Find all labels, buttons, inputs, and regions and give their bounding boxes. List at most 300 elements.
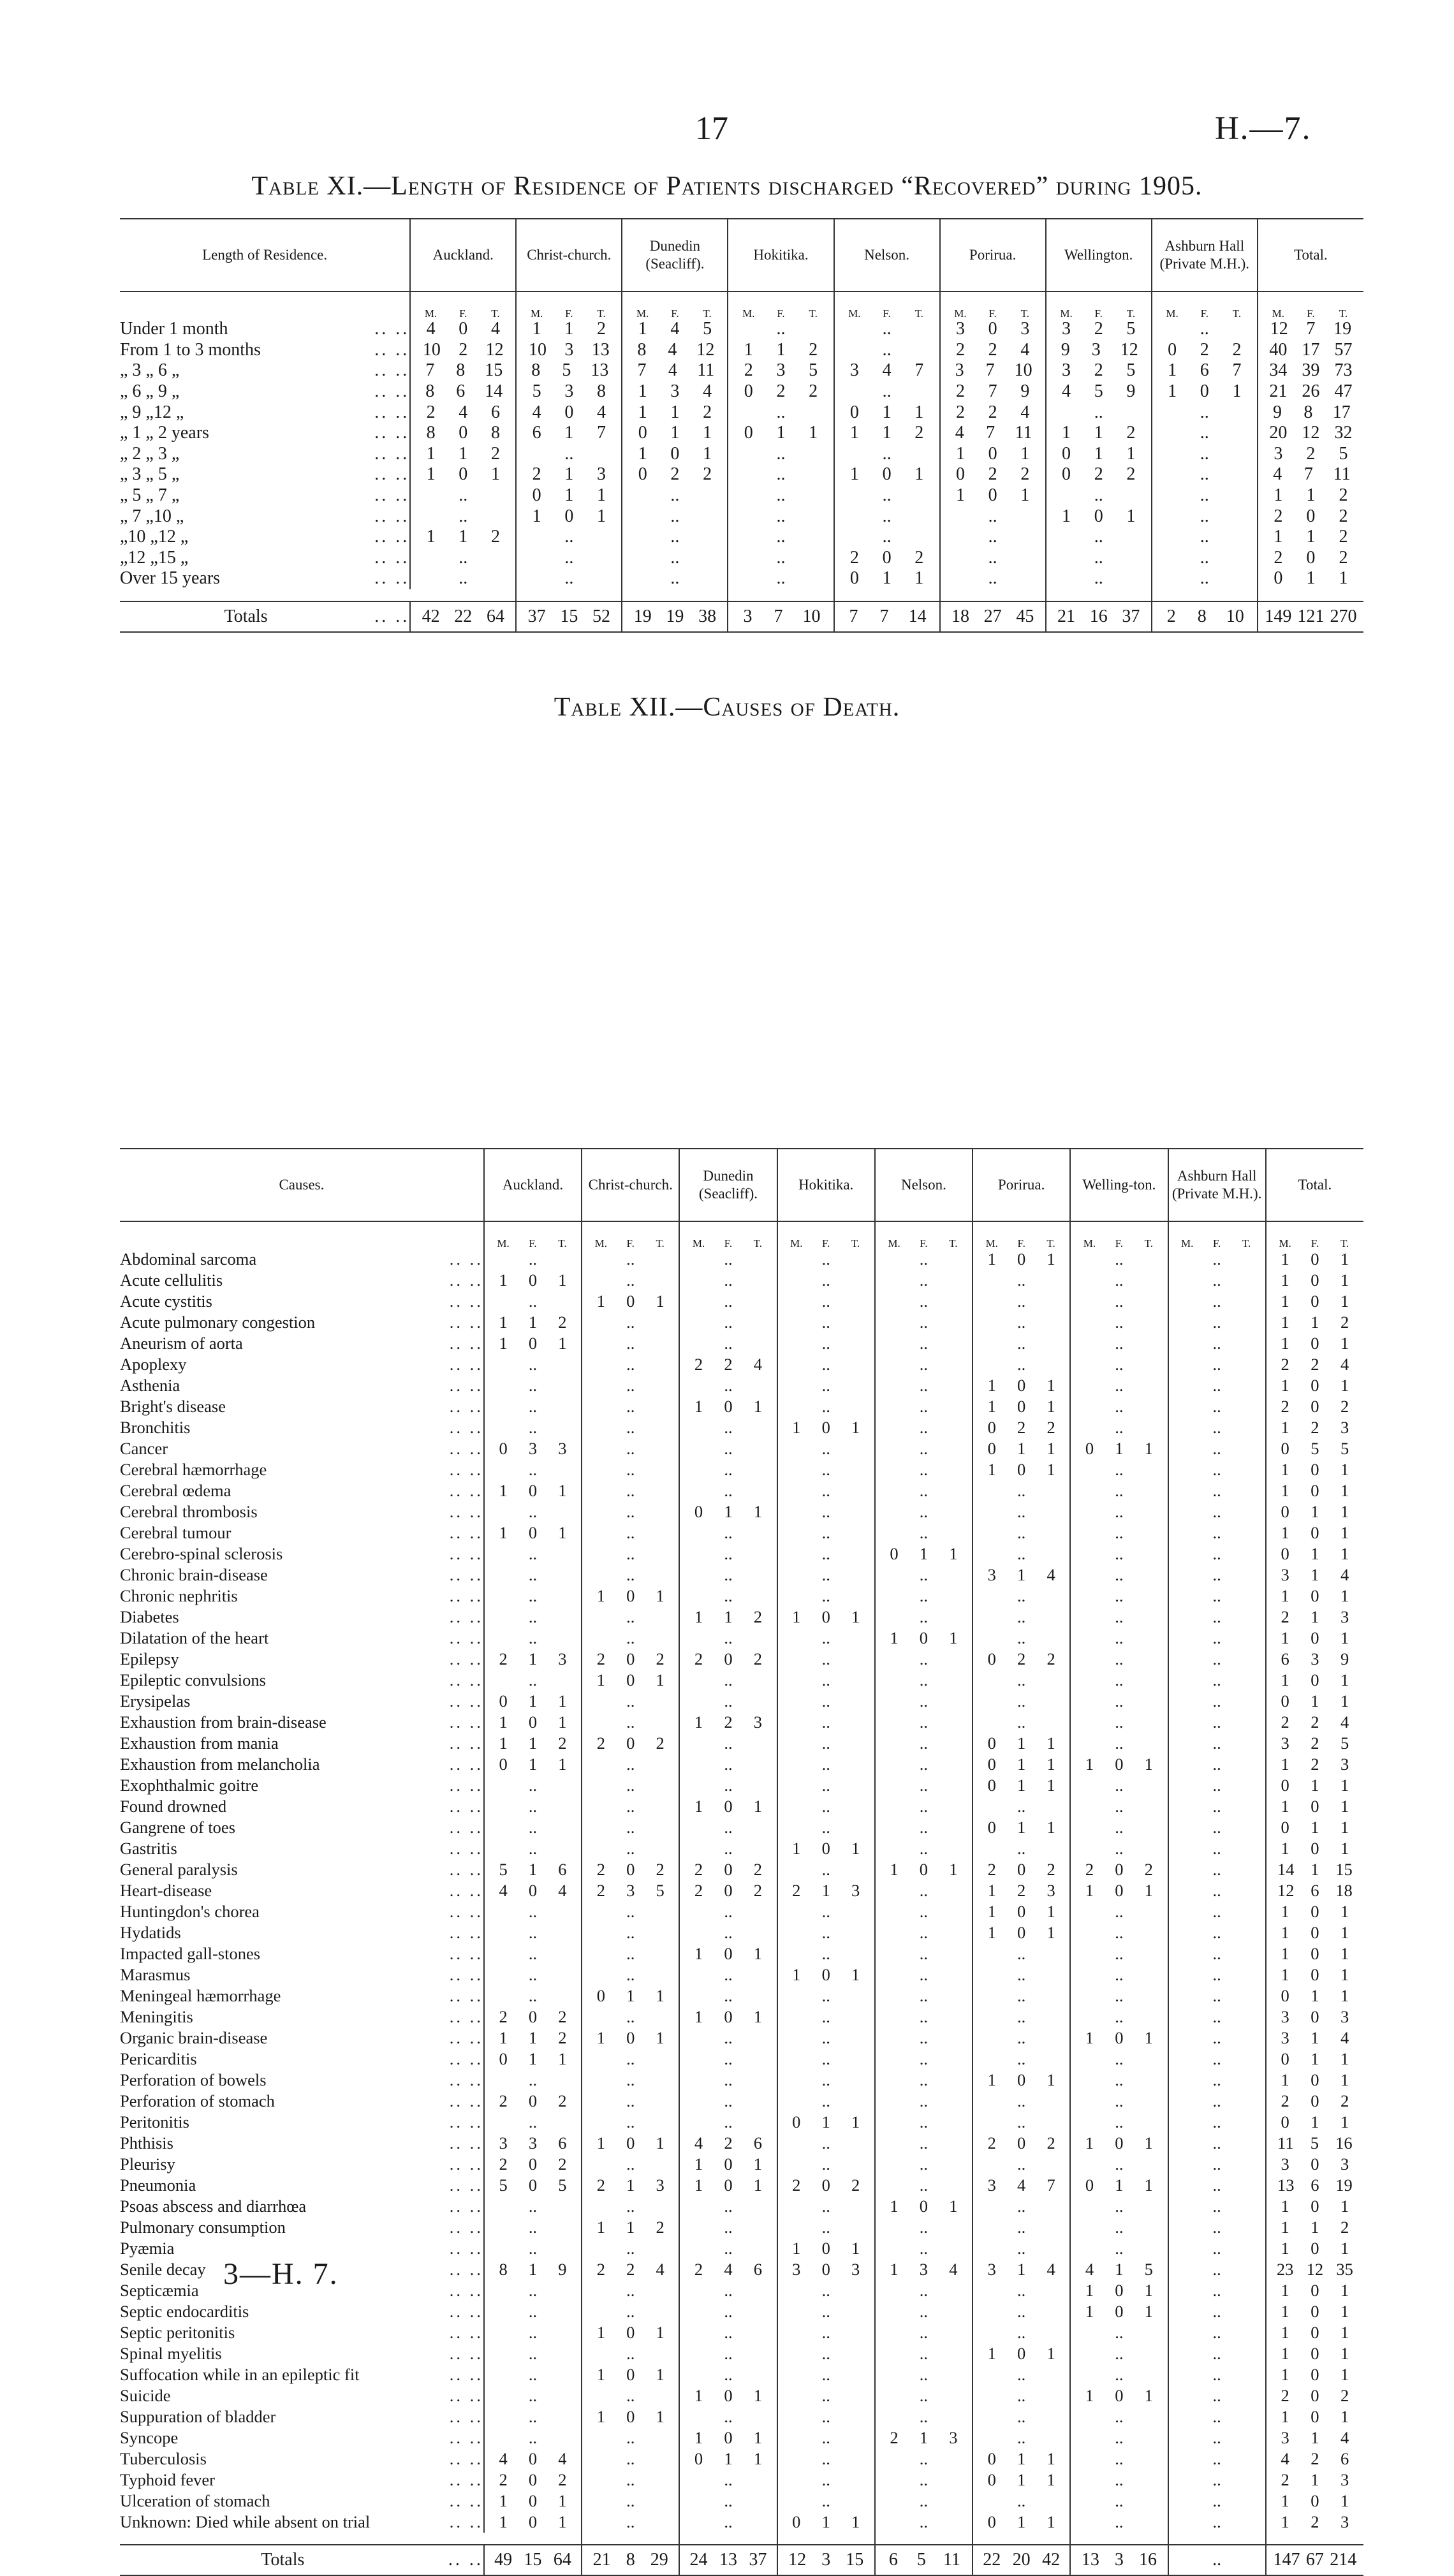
mft-values	[835, 608, 939, 626]
mft-values	[1169, 1587, 1265, 1605]
mft-values	[680, 2303, 776, 2320]
table-row	[120, 1333, 1363, 1354]
cell-value	[1142, 2450, 1155, 2468]
data-cell	[1070, 1670, 1168, 1691]
cell-value	[654, 2492, 666, 2510]
cell-value: ..	[1115, 1417, 1124, 1437]
cell-value: 0	[1281, 1985, 1289, 2005]
cell-value	[556, 1419, 569, 1436]
row-label: Cerebral thrombosis	[120, 1501, 258, 1521]
mft-values	[680, 2219, 776, 2236]
cell-value	[1240, 2029, 1253, 2047]
data-cell	[1258, 568, 1363, 589]
cell-value	[742, 487, 755, 504]
cell-value: 1	[1168, 381, 1177, 402]
cell-value	[1240, 1840, 1253, 1857]
mft-values	[485, 1693, 581, 1710]
data-cell	[875, 2238, 973, 2259]
cell-value	[556, 1987, 569, 2005]
cell-value	[1142, 2072, 1155, 2089]
cell-value: ..	[724, 2343, 733, 2363]
data-cell	[973, 2364, 1070, 2385]
data-cell	[582, 1249, 679, 1270]
data-cell	[728, 485, 833, 506]
cell-value: 2	[499, 1649, 508, 1668]
mft-values	[680, 1672, 776, 1689]
leader-dots: .. ..	[446, 1922, 484, 1943]
cell-value: 1	[1311, 2049, 1319, 2068]
data-cell	[1152, 506, 1258, 527]
data-cell	[973, 2545, 1070, 2575]
mft-values	[876, 1293, 972, 1310]
mft-values	[973, 1566, 1069, 1584]
cell-value	[636, 549, 649, 567]
cell-value: 4	[955, 423, 964, 443]
mft-values	[1267, 2114, 1363, 2131]
cell-value: 0	[564, 506, 574, 526]
mft-values	[1267, 1566, 1363, 1584]
mft-values	[1071, 1314, 1167, 1331]
cell-value: 1	[1340, 1333, 1349, 1353]
cell-value: 1	[1281, 2364, 1289, 2384]
cell-value	[497, 1587, 510, 1605]
cell-value: ..	[821, 2091, 830, 2110]
mft-values	[1071, 1524, 1167, 1542]
data-cell	[1266, 1775, 1363, 1796]
mft-values	[582, 1798, 679, 1815]
row-label: Hydatids	[120, 1922, 181, 1942]
mft-values	[876, 2282, 972, 2299]
mft-values	[1258, 570, 1363, 587]
mft-values	[1071, 2240, 1167, 2257]
cell-value	[636, 487, 649, 504]
data-cell	[582, 1859, 679, 1880]
cell-value	[1240, 1756, 1253, 1773]
data-cell	[1152, 485, 1258, 506]
mft-label: T.	[558, 1237, 567, 1249]
data-cell	[1152, 381, 1258, 402]
data-cell	[582, 2175, 679, 2196]
mft-values	[485, 2429, 581, 2447]
data-cell	[1070, 1964, 1168, 1985]
data-cell	[679, 1607, 777, 1628]
cell-value: ..	[724, 2196, 733, 2216]
mft-values	[1071, 2408, 1167, 2425]
cell-value: ..	[919, 1817, 929, 1837]
cell-value	[654, 2050, 666, 2068]
data-cell	[582, 1438, 679, 1459]
cell-value	[1181, 2366, 1194, 2383]
mft-values	[582, 1987, 679, 2005]
mft-values	[622, 424, 727, 442]
data-cell	[582, 1333, 679, 1354]
data-cell	[1168, 2343, 1266, 2364]
cell-value: 0	[626, 1859, 635, 1879]
cell-value: ..	[626, 1501, 635, 1521]
data-cell	[622, 601, 728, 632]
leader-dots: .. ..	[446, 2385, 484, 2406]
cell-value	[1018, 570, 1031, 587]
cell-value	[849, 1335, 862, 1352]
cell-value	[849, 2408, 862, 2425]
cell-value: 6	[558, 2133, 567, 2153]
row-label: Cerebral hæmorrhage	[120, 1459, 267, 1479]
cell-value	[1181, 2303, 1194, 2320]
data-cell	[622, 381, 728, 402]
mft-values	[1071, 1651, 1167, 1668]
cell-value	[1083, 2366, 1096, 2383]
cell-value	[790, 2345, 803, 2362]
table-row	[120, 2406, 1363, 2427]
cell-value	[742, 570, 755, 587]
data-cell	[777, 1649, 875, 1670]
cell-value	[1045, 2093, 1057, 2110]
cell-value	[1181, 2198, 1194, 2215]
cell-value: ..	[528, 2343, 538, 2363]
cell-value: ..	[528, 2217, 538, 2237]
mft-label: F.	[883, 307, 891, 320]
cell-value: 5	[558, 2175, 567, 2195]
cell-value: ..	[1115, 1480, 1124, 1500]
cell-value	[888, 2324, 900, 2341]
cell-value: ..	[626, 1480, 635, 1500]
cell-value: ..	[626, 2112, 635, 2131]
mft-values	[622, 404, 727, 422]
leader-dots: .. ..	[446, 2238, 484, 2259]
leader-dots: .. ..	[446, 2217, 484, 2238]
cell-value	[1240, 1735, 1253, 1752]
cell-value	[1181, 2324, 1194, 2341]
mft-values	[1267, 1608, 1363, 1626]
cell-value: 3	[949, 2427, 958, 2447]
leader-dots: .. ..	[446, 1754, 484, 1775]
cell-value: 1	[1046, 1922, 1055, 1942]
mft-values	[680, 1693, 776, 1710]
mft-values	[941, 570, 1045, 587]
data-cell	[875, 1375, 973, 1396]
mft-values	[1071, 2303, 1167, 2320]
cell-value: 0	[1017, 2343, 1026, 2363]
data-cell	[1070, 1943, 1168, 1964]
mft-values	[680, 2050, 776, 2068]
data-cell	[875, 2028, 973, 2049]
mft-values	[517, 404, 621, 422]
cell-value: 3	[955, 319, 965, 339]
table-row	[120, 1901, 1363, 1922]
cell-value: 1	[1281, 1796, 1289, 1816]
leader-dots: .. ..	[446, 1628, 484, 1649]
cell-value	[888, 2387, 900, 2404]
cell-value: 0	[821, 2238, 830, 2258]
cell-value: 0	[1017, 2133, 1026, 2153]
mft-values	[680, 2387, 776, 2404]
cell-value: 7	[988, 381, 997, 402]
cell-value	[947, 1293, 960, 1310]
cell-value: 0	[1281, 1775, 1289, 1795]
cell-value	[1181, 1314, 1194, 1331]
cell-value: 1	[1046, 2469, 1055, 2489]
mft-values	[1169, 2177, 1265, 2194]
cell-value: ..	[919, 1733, 929, 1753]
cell-value: ..	[1115, 2070, 1124, 2089]
cell-value	[985, 1630, 998, 1647]
cell-value	[654, 1482, 666, 1499]
cell-value	[985, 2324, 998, 2341]
data-cell	[622, 319, 728, 340]
cell-value: ..	[1212, 1985, 1221, 2005]
spacer-cell	[973, 2533, 1070, 2545]
cell-value: 13	[591, 360, 609, 381]
cell-value: ..	[626, 1712, 635, 1732]
cell-value: 2	[490, 443, 500, 464]
mft-values	[1267, 2093, 1363, 2110]
cell-value: 4	[1340, 1354, 1349, 1374]
data-cell	[679, 1291, 777, 1312]
cell-value: 0	[626, 2364, 635, 2384]
cell-value: 2	[558, 2469, 567, 2489]
column-header: Nelson.	[834, 219, 940, 291]
data-cell	[777, 2175, 875, 2196]
cell-value	[1142, 2513, 1155, 2531]
cell-value: 1	[564, 319, 574, 339]
cell-value	[888, 2114, 900, 2131]
cell-value	[497, 1798, 510, 1815]
cell-value: 0	[849, 402, 859, 422]
mft-values	[582, 2366, 679, 2383]
mft-values	[1169, 2198, 1265, 2215]
cell-value: 1	[596, 1291, 605, 1311]
column-header: Dunedin (Seacliff).	[679, 1149, 777, 1221]
data-cell	[1168, 1333, 1266, 1354]
cell-value: ..	[459, 506, 468, 526]
data-cell	[582, 2385, 679, 2406]
data-cell	[484, 2343, 582, 2364]
mft-values	[778, 2492, 874, 2510]
mft-values	[1071, 1903, 1167, 1920]
data-cell	[1070, 1543, 1168, 1564]
cell-value: 0	[1200, 381, 1209, 402]
mft-values	[1071, 2029, 1167, 2047]
cell-value: 1	[1311, 2028, 1319, 2047]
mft-values	[728, 424, 833, 442]
data-cell	[1266, 1417, 1363, 1438]
mft-values	[411, 383, 515, 401]
cell-value: 0	[987, 1754, 996, 1774]
mft-group	[973, 1238, 1069, 1249]
cell-value: ..	[919, 2175, 929, 2195]
cell-value	[947, 1987, 960, 2005]
cell-value	[1083, 1293, 1096, 1310]
cell-value: ..	[1212, 1859, 1221, 1879]
table-row	[120, 423, 1363, 444]
cell-value	[790, 1461, 803, 1478]
data-cell	[1070, 2217, 1168, 2238]
cell-value: 1	[1311, 1543, 1319, 1563]
cell-value: ..	[1200, 423, 1209, 443]
row-label: Phthisis	[120, 2133, 173, 2153]
cell-value	[888, 1251, 900, 1268]
mft-values	[485, 1608, 581, 1626]
data-cell	[582, 1964, 679, 1985]
cell-value	[1083, 1819, 1096, 1836]
data-cell	[1266, 2301, 1363, 2322]
cell-value: 2	[955, 381, 965, 402]
cell-value: ..	[1115, 1522, 1124, 1542]
mft-values	[485, 1251, 581, 1268]
totals-label: Totals	[120, 2545, 446, 2575]
data-cell	[875, 1586, 973, 1607]
cell-value: 1	[1311, 1564, 1319, 1584]
mft-values	[680, 1461, 776, 1478]
cell-value	[1181, 1672, 1194, 1689]
cell-value	[594, 1524, 607, 1542]
cell-value	[985, 2240, 998, 2257]
cell-value	[947, 2408, 960, 2425]
mft-values	[1071, 1398, 1167, 1415]
cell-value: 6	[1311, 2175, 1319, 2195]
mft-values	[680, 1440, 776, 1457]
data-cell	[1168, 1607, 1266, 1628]
mft-values	[485, 1966, 581, 1984]
cell-value: 0	[1311, 2322, 1319, 2342]
cell-value	[595, 549, 608, 567]
cell-value: 73	[1334, 360, 1353, 381]
cell-value: 1	[1017, 2448, 1026, 2468]
cell-value: 0	[987, 1417, 996, 1437]
mft-values	[876, 1314, 972, 1331]
data-cell	[1168, 2322, 1266, 2343]
data-cell	[516, 444, 622, 465]
mft-values	[680, 1924, 776, 1941]
cell-value: 1	[694, 1796, 703, 1816]
data-cell	[973, 1249, 1070, 1270]
cell-value	[556, 1293, 569, 1310]
cell-value: ..	[1200, 527, 1209, 547]
cell-value: 16	[1089, 606, 1108, 626]
mft-values	[411, 445, 515, 463]
cell-value	[849, 2492, 862, 2510]
mft-group	[517, 308, 621, 319]
cell-value	[947, 2072, 960, 2089]
mft-values	[1071, 2050, 1167, 2068]
mft-values	[1071, 1861, 1167, 1878]
data-cell	[728, 548, 833, 569]
cell-value	[654, 1693, 666, 1710]
leader-dots: .. ..	[446, 1522, 484, 1543]
mft-values	[973, 1314, 1069, 1331]
cell-value: 1	[656, 2133, 665, 2153]
mft-values	[1071, 1735, 1167, 1752]
data-cell	[1152, 360, 1258, 381]
mft-values	[1258, 466, 1363, 483]
mft-values	[1071, 1608, 1167, 1626]
cell-value	[790, 1251, 803, 1268]
cell-value: ..	[1212, 1586, 1221, 1605]
cell-value	[848, 508, 861, 526]
cell-value: 1	[1062, 423, 1071, 443]
data-cell	[1266, 1733, 1363, 1754]
cell-value: ..	[1212, 1796, 1221, 1816]
cell-value: 1	[1144, 2028, 1153, 2047]
mft-values	[973, 2135, 1069, 2152]
cell-value	[888, 2072, 900, 2089]
cell-value	[497, 1608, 510, 1626]
data-cell	[484, 1459, 582, 1480]
cell-value	[888, 1840, 900, 1857]
cell-value	[693, 1756, 705, 1773]
mft-label: F.	[822, 1237, 830, 1249]
row-label: „ 6 „ 9 „	[120, 381, 180, 402]
cell-value: 1	[1085, 1880, 1094, 1900]
mft-values	[728, 466, 833, 483]
cell-value: 121	[1297, 606, 1325, 626]
row-label: Abdominal sarcoma	[120, 1249, 257, 1269]
cell-value	[594, 2008, 607, 2026]
cell-value	[751, 2282, 764, 2299]
mft-label: F.	[529, 1237, 537, 1249]
cell-value: ..	[724, 1291, 733, 1311]
cell-value	[654, 2429, 666, 2447]
data-cell	[940, 381, 1046, 402]
data-cell	[1168, 1586, 1266, 1607]
cell-value: 9	[558, 2259, 567, 2279]
data-cell	[1266, 2364, 1363, 2385]
cell-value	[947, 1903, 960, 1920]
cell-value: ..	[528, 1354, 538, 1374]
cell-value: ..	[1017, 1501, 1026, 1521]
mft-values	[778, 1651, 874, 1668]
data-cell	[875, 1480, 973, 1501]
cell-value	[1240, 2429, 1253, 2447]
data-cell	[834, 340, 940, 361]
mft-values	[1267, 2513, 1363, 2531]
cell-value	[985, 1672, 998, 1689]
cell-value	[790, 2072, 803, 2089]
cell-value: 1	[596, 2217, 605, 2237]
mft-values	[876, 1251, 972, 1268]
data-cell	[582, 1649, 679, 1670]
table-row	[120, 1543, 1363, 1564]
cell-value	[556, 1903, 569, 1920]
cell-value: 1	[558, 1712, 567, 1732]
table-row	[120, 1564, 1363, 1586]
cell-value: 1	[459, 527, 468, 547]
cell-value	[807, 320, 819, 338]
cell-value: 2	[1200, 339, 1209, 360]
cell-value: 2	[914, 547, 924, 568]
cell-value: 23	[1276, 2259, 1294, 2279]
data-cell	[1168, 2133, 1266, 2154]
cell-value	[1166, 508, 1179, 526]
data-cell	[484, 2280, 582, 2301]
table-row	[120, 2364, 1363, 2385]
mft-values	[778, 1819, 874, 1836]
cell-value	[1240, 2324, 1253, 2341]
cell-value: 1	[1144, 1438, 1153, 1458]
data-cell	[582, 2006, 679, 2028]
mft-values	[1267, 1398, 1363, 1415]
cell-value: 2	[987, 1859, 996, 1879]
cell-value	[1045, 1630, 1057, 1647]
column-header: Hokitika.	[728, 219, 833, 291]
data-cell	[777, 2322, 875, 2343]
cell-value: ..	[724, 1985, 733, 2005]
data-cell	[679, 1754, 777, 1775]
mft-values	[876, 1587, 972, 1605]
cell-value	[489, 549, 502, 567]
cell-value: 1	[1311, 1985, 1319, 2005]
mft-values	[582, 1840, 679, 1857]
